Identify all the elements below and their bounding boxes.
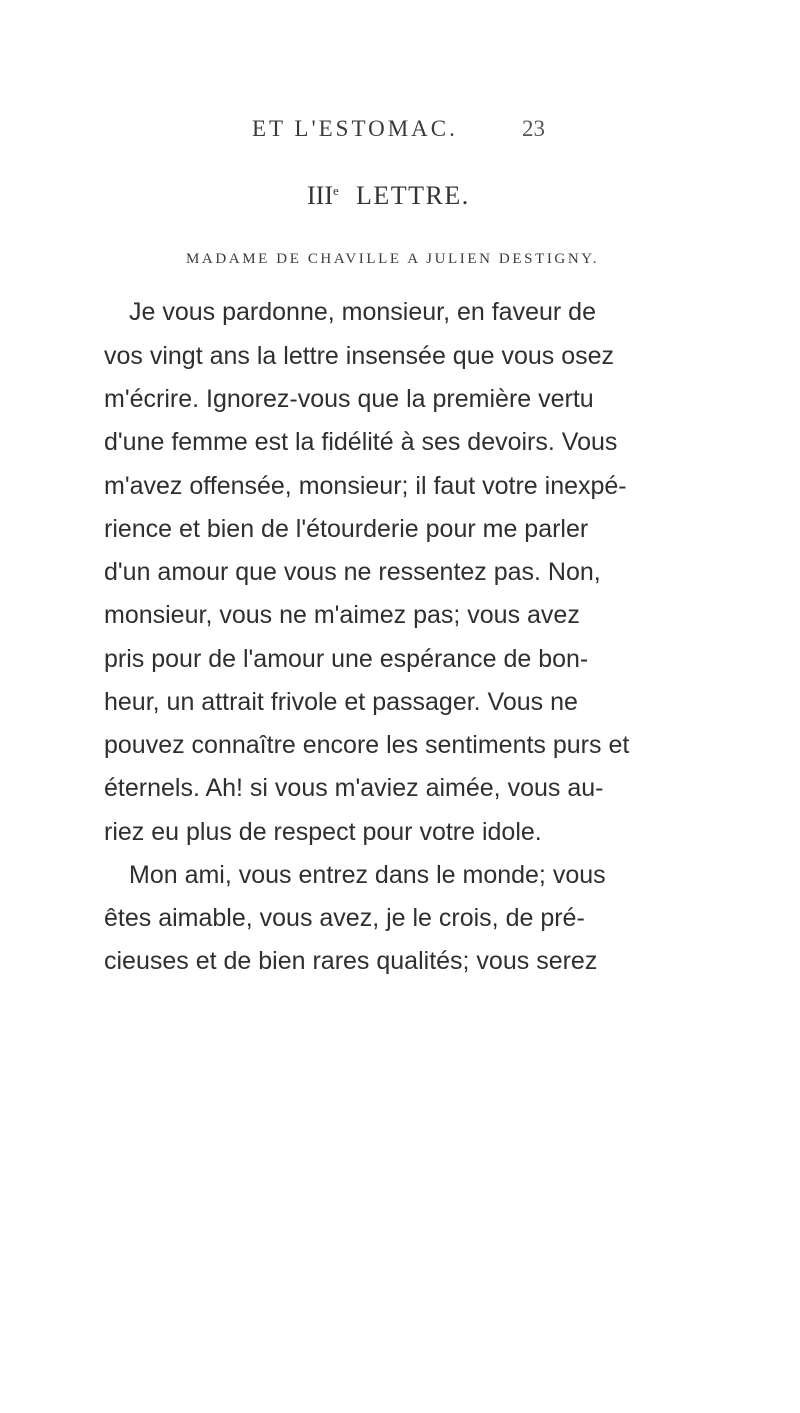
page-number: 23 [522,116,545,141]
body-line: éternels. Ah! si vous m'aviez aimée, vous au- [104,774,604,802]
body-line: cieuses et de bien rares qualités; vous serez [104,947,598,975]
body-line: d'un amour que vous ne ressentez pas. Non, [104,558,601,586]
body-line: êtes aimable, vous avez, je le crois, de pré- [104,904,585,932]
body-line: Mon ami, vous entrez dans le monde; vous [129,861,606,889]
body-line: heur, un attrait frivole et passager. Vous ne [104,688,578,716]
running-head [0,116,800,156]
letter-addressee: MADAME DE CHAVILLE A JULIEN DESTIGNY. [186,251,600,267]
body-line: Je vous pardonne, monsieur, en faveur de [129,298,596,326]
letter-number-suffix: e [332,183,339,198]
body-line: monsieur, vous ne m'aimez pas; vous avez [104,601,580,629]
letter-number [307,181,339,211]
body-line: m'écrire. Ignorez-vous que la première vertu [104,385,594,413]
body-line: vos vingt ans la lettre insensée que vous osez [104,342,615,370]
body-line: rience et bien de l'étourderie pour me parler [104,515,589,543]
body-line: d'une femme est la fidélité à ses devoirs. Vous [104,428,618,456]
body-line: m'avez offensée, monsieur; il faut votre inexpé- [104,472,627,500]
body-line: pris pour de l'amour une espérance de bon- [104,645,589,673]
body-line: riez eu plus de respect pour votre idole. [104,818,542,846]
body-line: pouvez connaître encore les sentiments purs et [104,731,630,759]
running-title: ET L'ESTOMAC. [252,116,458,141]
letter-title: LETTRE. [356,181,470,210]
letter-number-roman: III [307,181,333,210]
